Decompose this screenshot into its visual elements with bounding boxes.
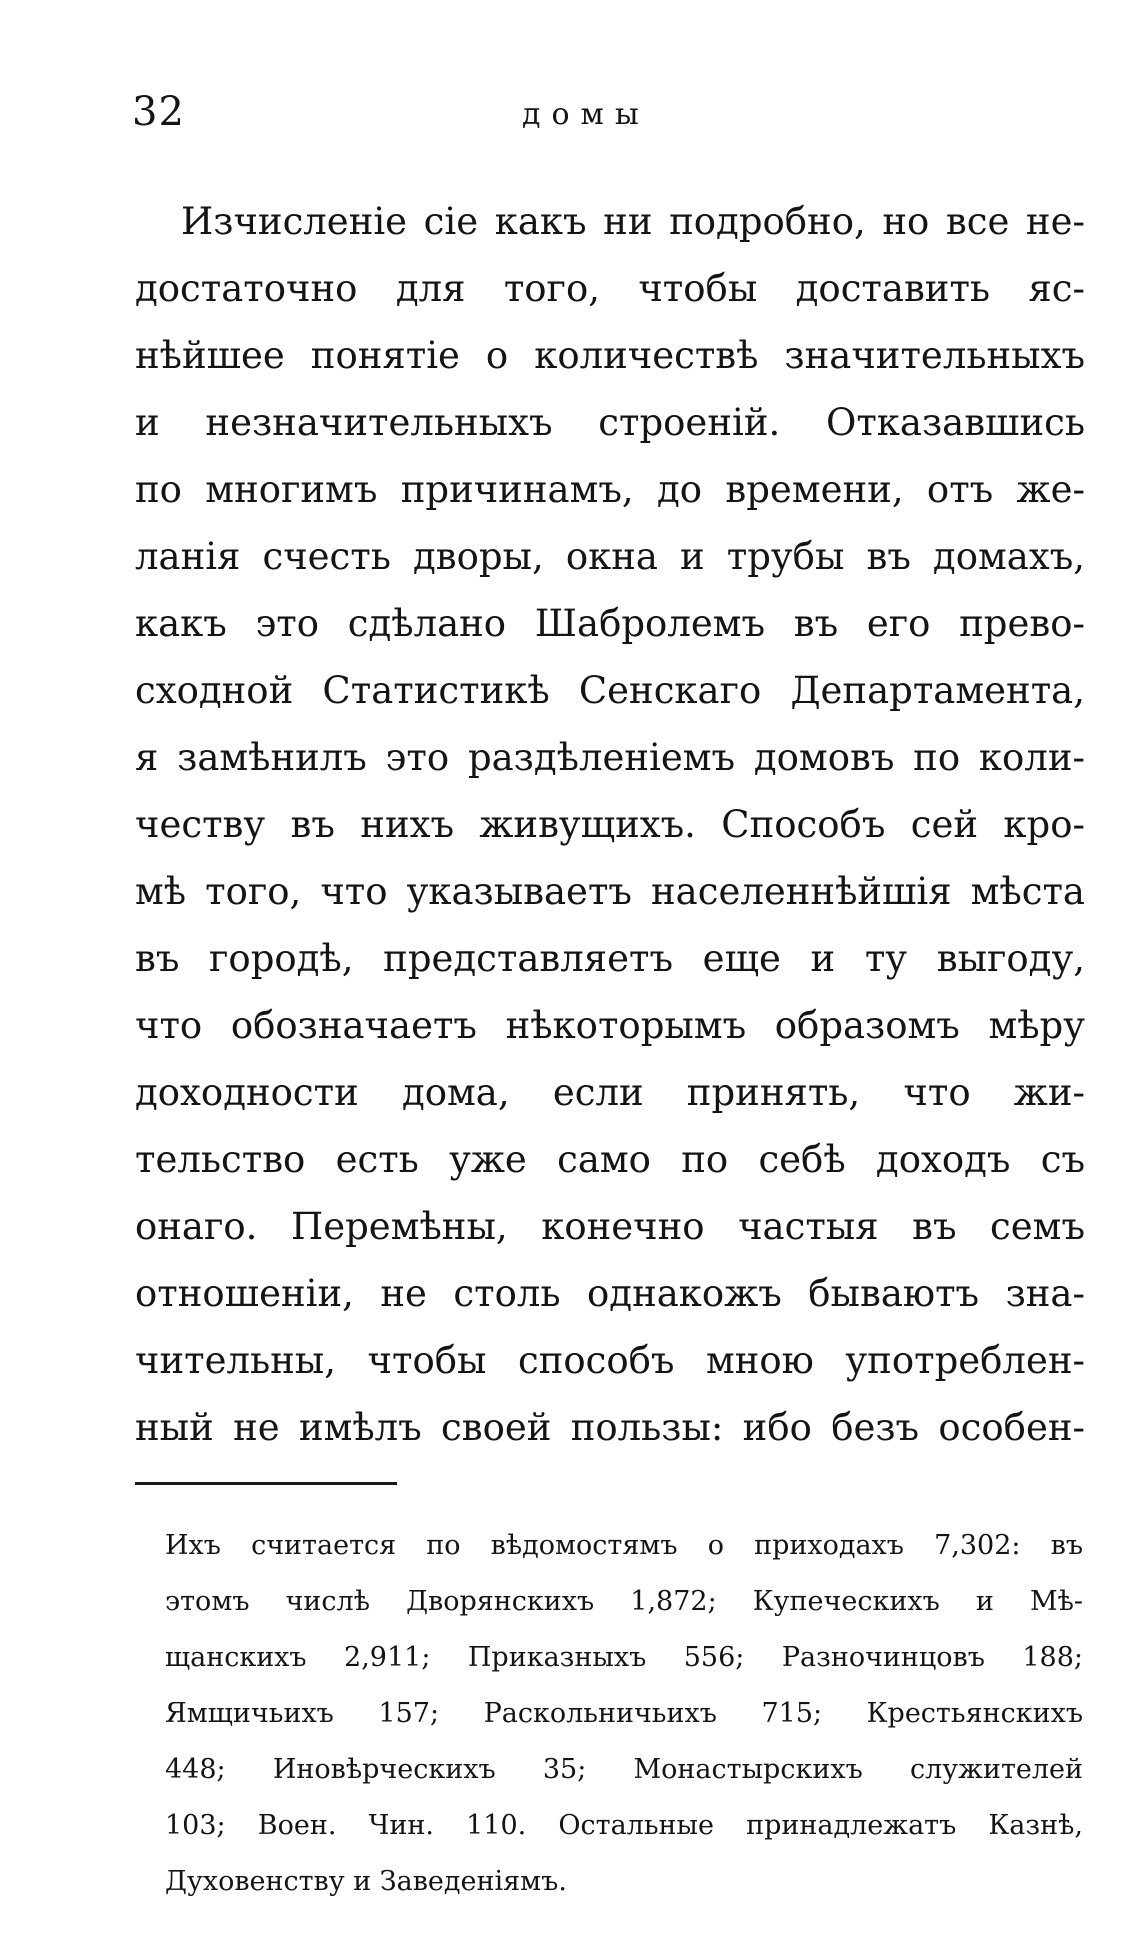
text-line: достаточно для того, чтобы доставить яс- — [135, 267, 1085, 310]
text-line: нѣйшее понятіе о количествѣ значительныхъ — [135, 334, 1085, 377]
text-line: что обозначаетъ нѣкоторымъ образомъ мѣру — [135, 1004, 1085, 1047]
text-line: Изчисленіе сіе какъ ни подробно, но все не- — [181, 200, 1085, 243]
footnote-line: Духовенству и Заведеніямъ. — [165, 1866, 567, 1897]
footnote-line: 448; Иновѣрческихъ 35; Монастырскихъ служителей — [165, 1754, 1083, 1785]
text-line: тельство есть уже само по себѣ доходъ съ — [135, 1138, 1085, 1181]
text-line: я замѣнилъ это раздѣленіемъ домовъ по коли- — [135, 736, 1085, 779]
text-line: доходности дома, если принять, что жи- — [135, 1071, 1085, 1114]
page-number: 32 — [132, 89, 185, 135]
footnote-line: 103; Воен. Чин. 110. Остальные принадлежатъ Казнѣ, — [165, 1810, 1083, 1841]
running-title: домы — [522, 97, 650, 132]
text-line: какъ это сдѣлано Шабролемъ въ его прево- — [135, 602, 1085, 645]
text-line: ланія счесть дворы, окна и трубы въ домахъ, — [135, 535, 1085, 578]
text-line: и незначительныхъ строеній. Отказавшись — [135, 401, 1085, 444]
text-line: отношеніи, не столь однакожъ бываютъ зна- — [135, 1272, 1085, 1315]
main-text — [135, 188, 1085, 1461]
running-head — [132, 89, 1082, 152]
text-line: честву въ нихъ живущихъ. Способъ сей кро- — [135, 803, 1085, 846]
footnote-line: Ихъ считается по вѣдомостямъ о приходахъ 7,302: въ — [165, 1530, 1083, 1561]
text-line: ный не имѣлъ своей пользы: ибо безъ особен- — [135, 1406, 1085, 1449]
footnote-rule — [135, 1482, 397, 1485]
text-line: въ городѣ, представляетъ еще и ту выгоду, — [135, 937, 1085, 980]
footnote-line: щанскихъ 2,911; Приказныхъ 556; Разночинцовъ 188; — [165, 1642, 1083, 1673]
footnote-line: этомъ числѣ Дворянскихъ 1,872; Купеческихъ и Мѣ- — [165, 1586, 1083, 1617]
footnote — [165, 1518, 1083, 1910]
text-line: чительны, чтобы способъ мною употреблен- — [135, 1339, 1085, 1382]
footnote-line: Ямщичьихъ 157; Раскольничьихъ 715; Крестьянскихъ — [165, 1698, 1083, 1729]
text-line: мѣ того, что указываетъ населеннѣйшія мѣста — [135, 870, 1085, 913]
text-line: сходной Статистикѣ Сенскаго Департамента, — [135, 669, 1085, 712]
text-line: онаго. Перемѣны, конечно частыя въ семъ — [135, 1205, 1085, 1248]
text-line: по многимъ причинамъ, до времени, отъ же- — [135, 468, 1085, 511]
